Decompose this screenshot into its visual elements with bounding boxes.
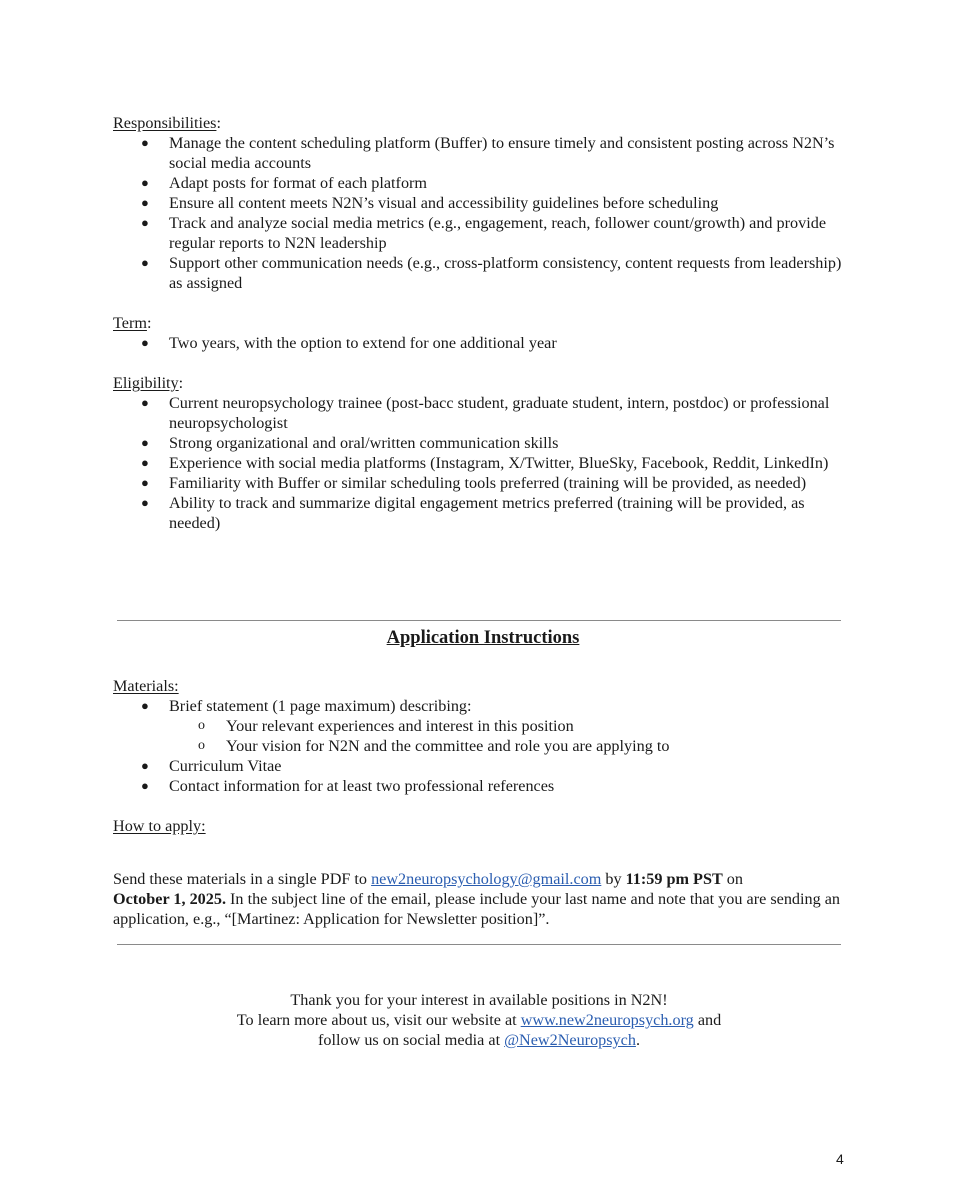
- bullet-icon: ●: [141, 195, 149, 210]
- statement-sublist: [113, 716, 853, 756]
- bullet-icon: ●: [141, 698, 149, 713]
- bullet-icon: ●: [141, 475, 149, 490]
- term-list: [113, 333, 853, 353]
- website-link[interactable]: www.new2neuropsych.org: [520, 1011, 694, 1029]
- how-to-apply-heading: [113, 816, 853, 836]
- footer-thanks: Thank you for your interest in available positions in N2N!: [290, 991, 668, 1009]
- footer-website-line: To learn more about us, visit our website at www.new2neuropsych.org and: [236, 1011, 722, 1029]
- list-item: ● Support other communication needs (e.g., cross-platform consistency, content requests from leadership) as assigned: [141, 254, 842, 292]
- responsibilities-heading: Responsibilities:: [113, 114, 221, 132]
- bullet-icon: ●: [141, 135, 149, 150]
- deadline-time: 11:59 pm PST: [625, 870, 723, 888]
- bullet-icon: ●: [141, 495, 149, 510]
- application-content: [113, 676, 853, 929]
- section-divider: [117, 944, 841, 945]
- responsibilities-list: [113, 133, 853, 293]
- bullet-icon: ●: [141, 335, 149, 350]
- term-label: Term: [113, 314, 147, 332]
- responsibilities-label: Responsibilities: [113, 114, 217, 132]
- materials-label: Materials:: [113, 677, 179, 695]
- bullet-icon: ●: [141, 255, 149, 270]
- section-divider: [117, 620, 841, 621]
- bullet-icon: ●: [141, 395, 149, 410]
- sub-list-item: o Your vision for N2N and the committee and role you are applying to: [198, 737, 670, 755]
- list-item: ● Current neuropsychology trainee (post-bacc student, graduate student, intern, postdoc) or professional neuropsychologist: [141, 394, 830, 432]
- list-item: ● Two years, with the option to extend for one additional year: [141, 334, 557, 352]
- list-item: ● Curriculum Vitae: [141, 757, 282, 775]
- bullet-icon: ●: [141, 175, 149, 190]
- bullet-icon: ●: [141, 758, 149, 773]
- bullet-icon: ●: [141, 455, 149, 470]
- how-to-apply-label: How to apply:: [113, 817, 206, 835]
- sub-bullet-icon: o: [198, 718, 205, 733]
- list-item: ● Ability to track and summarize digital engagement metrics preferred (training will be provided, as needed): [141, 494, 805, 532]
- deadline-date: October 1, 2025.: [113, 890, 226, 908]
- footer-social-line: follow us on social media at @New2Neuropsych.: [318, 1031, 640, 1049]
- sub-list-item: o Your relevant experiences and interest in this position: [198, 717, 574, 735]
- bullet-icon: ●: [141, 215, 149, 230]
- list-item: ● Adapt posts for format of each platform: [141, 174, 428, 192]
- application-email-link[interactable]: new2neuropsychology@gmail.com: [371, 870, 602, 888]
- eligibility-heading: Eligibility:: [113, 374, 184, 392]
- list-item: ● Strong organizational and oral/written communication skills: [141, 434, 559, 452]
- materials-heading: [113, 676, 853, 696]
- list-item: ● Contact information for at least two professional references: [141, 777, 555, 795]
- page-number: 4: [836, 1151, 844, 1167]
- closing-footer: [113, 990, 845, 1050]
- list-item: ● Experience with social media platforms (Instagram, X/Twitter, BlueSky, Facebook, Reddit, LinkedIn): [141, 454, 829, 472]
- how-to-apply-paragraph: Send these materials in a single PDF to new2neuropsychology@gmail.com by 11:59 pm PST on October 1, 2025. In the subject line of the email, please include your last name and note that you are sending an application, e.g., “[Martinez: Application for Newsletter position]”.: [113, 870, 841, 928]
- term-heading: Term:: [113, 314, 152, 332]
- materials-list: [113, 696, 853, 796]
- bullet-icon: ●: [141, 435, 149, 450]
- sub-bullet-icon: o: [198, 738, 205, 753]
- list-item: ● Manage the content scheduling platform (Buffer) to ensure timely and consistent posting across N2N’s social media accounts: [141, 134, 835, 172]
- bullet-icon: ●: [141, 778, 149, 793]
- application-instructions-title: Application Instructions: [386, 628, 580, 648]
- list-item: ● Brief statement (1 page maximum) describing: o Your relevant experiences and interest in this position o Your vision for N2N and the committee and role you are applying to: [113, 696, 853, 756]
- list-item: ● Ensure all content meets N2N’s visual and accessibility guidelines before scheduling: [141, 194, 719, 212]
- list-item: ● Familiarity with Buffer or similar scheduling tools preferred (training will be provided, as needed): [141, 474, 807, 492]
- eligibility-list: [113, 393, 853, 533]
- positions-content: [113, 113, 853, 533]
- eligibility-label: Eligibility: [113, 374, 179, 392]
- social-handle-link[interactable]: @New2Neuropsych: [504, 1031, 636, 1049]
- list-item: ● Track and analyze social media metrics (e.g., engagement, reach, follower count/growth) and provide regular reports to N2N leadership: [141, 214, 827, 252]
